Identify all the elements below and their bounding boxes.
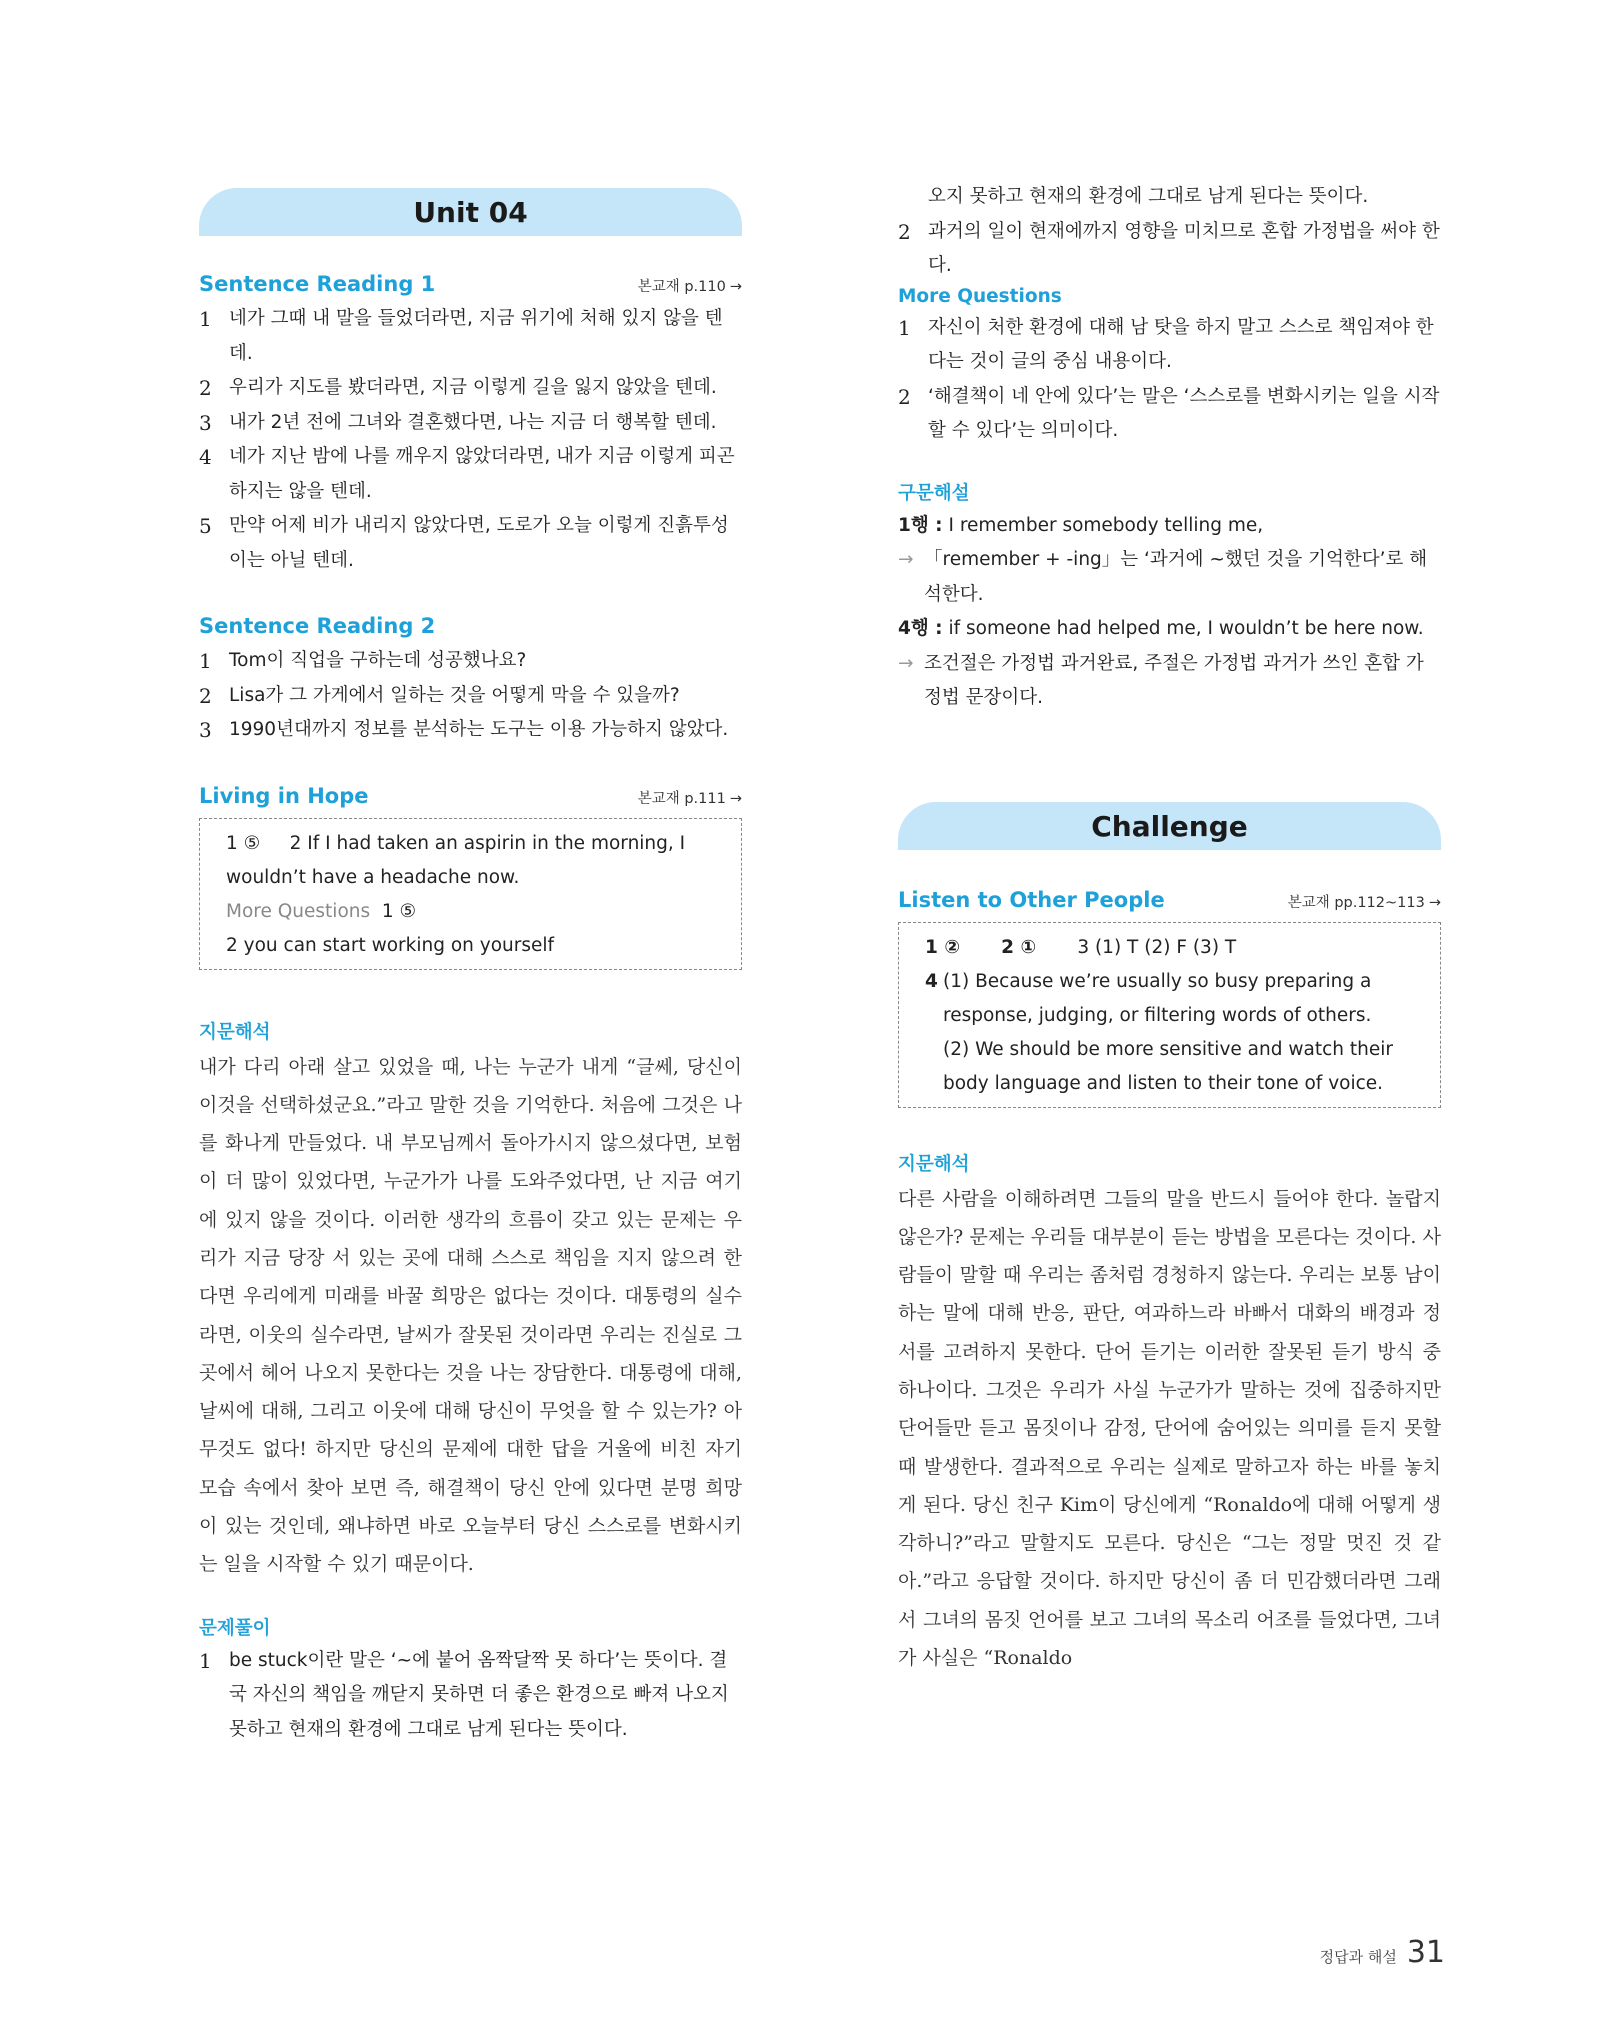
sentence-reading-1-list: [199, 302, 742, 578]
list-item: 1 Tom이 직업을 구하는데 성공했나요?: [199, 649, 527, 673]
unit-banner: Unit 04: [199, 188, 742, 236]
list-item: [898, 180, 1441, 215]
interpretation-text: 내가 다리 아래 살고 있었을 때, 나는 누군가 내게 “글쎄, 당신이 이것을 선택하셨군요.”라고 말한 것을 기억한다. 처음에 그것은 나를 화나게 만들었다. 내 부모님께서 돌아가시지 않으셨다면, 보험이 더 많이 있었다면, 누군가가 나를 도와주었다면, 난 지금 여기에 있지 않을 것이다. 이러한 생각의 흐름이 갖고 있는 문제는 우리가 지금 당장 서 있는 곳에 대해 스스로 책임을 지지 않으려 한다면 우리에게 미래를 바꿀 희망은 없다는 것이다. 대통령의 실수라면, 이웃의 실수라면, 날씨가 잘못된 것이라면 우리는 진실로 그곳에서 헤어 나오지 못한다는 것을 나는 장담한다. 대통령에 대해, 날씨에 대해, 그리고 이웃에 대해 당신이 무엇을 할 수 있는가? 아무것도 없다! 하지만 당신의 문제에 대한 답을 거울에 비친 자기 모습 속에서 찾아 보면 즉, 해결책이 당신 안에 있다면 분명 희망이 있는 것인데, 왜냐하면 바로 오늘부터 당신 스스로를 변화시키는 일을 시작할 수 있기 때문이다.: [199, 1055, 742, 1576]
answer-box: [199, 818, 742, 970]
structure-line: 1행 : I remember somebody telling me,: [898, 514, 1264, 536]
answer-line: 1 ⑤ 2 If I had taken an aspirin in the morning, I wouldn’t have a headache now.: [226, 832, 686, 888]
more-questions-title: More Questions: [898, 285, 1062, 307]
answer-box: [898, 922, 1441, 1108]
arrow-right-icon: →: [898, 549, 914, 570]
list-item: 5 만약 어제 비가 내리지 않았다면, 도로가 오늘 이렇게 진흙투성이는 아닐 텐데.: [199, 514, 729, 571]
structure-note: → 조건절은 가정법 과거완료, 주절은 가정법 과거가 쓰인 혼합 가정법 문장이다.: [898, 647, 1441, 716]
arrow-right-icon: →: [729, 279, 742, 295]
problem-solving-list: [199, 1644, 742, 1740]
footer-label: 정답과 해설: [1319, 1948, 1397, 1966]
page-reference: 본교재 p.110 →: [637, 279, 742, 295]
interpretation-section: [199, 1018, 742, 1584]
list-item: 4 네가 지난 밤에 나를 깨우지 않았더라면, 내가 지금 이렇게 피곤하지는 않을 텐데.: [199, 445, 735, 502]
interpretation-section: [898, 1150, 1441, 1678]
problem-solving-continued: [898, 180, 1441, 284]
section-title: Sentence Reading 1: [199, 272, 436, 296]
page-footer: [1320, 1935, 1445, 1970]
page-reference: 본교재 p.111 →: [637, 790, 742, 807]
left-column: [199, 188, 742, 1740]
arrow-right-icon: →: [1428, 894, 1441, 911]
section-title: 구문해설: [898, 482, 970, 504]
right-column: [898, 180, 1441, 1677]
interpretation-text: 다른 사람을 이해하려면 그들의 말을 반드시 들어야 한다. 놀랍지 않은가? 문제는 우리들 대부분이 듣는 방법을 모른다는 것이다. 사람들이 말할 때 우리는 좀처럼 경청하지 않는다. 우리는 보통 남이 하는 말에 대해 반응, 판단, 여과하느라 바빠서 대화의 배경과 정서를 고려하지 못한다. 단어 듣기는 이러한 잘못된 듣기 방식 중 하나이다. 그것은 우리가 사실 누군가가 말하는 것에 집중하지만 단어들만 듣고 몸짓이나 감정, 단어에 숨어있는 의미를 듣지 못할 때 발생한다. 결과적으로 우리는 실제로 말하고자 하는 바를 놓치게 된다. 당신 친구 Kim이 당신에게 “Ronaldo에 대해 어떻게 생각하니?”라고 말할지도 모른다. 당신은 “그는 정말 멋진 것 같아.”라고 응답할 것이다. 하지만 당신이 좀 더 민감했더라면 그래서 그녀의 몸짓 언어를 보고 그녀의 목소리 어조를 들었다면, 그녀가 사실은 “Ronaldo: [898, 1187, 1441, 1670]
list-item: 1 be stuck이란 말은 ‘~에 붙어 옴짝달짝 못 하다’는 뜻이다. 결국 자신의 책임을 깨닫지 못하면 더 좋은 환경으로 빠져 나오지 못하고 현재의 환경에 그대로 남게 된다는 뜻이다.: [199, 1648, 729, 1740]
sentence-reading-2-list: [199, 644, 742, 748]
structure-note: → 「remember + -ing」는 ‘과거에 ~했던 것을 기억한다’로 해석한다.: [898, 543, 1441, 612]
problem-solving-section: [199, 1614, 742, 1740]
section-title: Sentence Reading 2: [199, 614, 436, 638]
section-title: 지문해석: [199, 1021, 271, 1043]
list-item: 3 1990년대까지 정보를 분석하는 도구는 이용 가능하지 않았다.: [199, 718, 729, 742]
living-in-hope-header: [199, 784, 742, 808]
list-item: 2 과거의 일이 현재에까지 영향을 미치므로 혼합 가정법을 써야 한다.: [898, 219, 1440, 276]
list-item: 2 ‘해결책이 네 안에 있다’는 말은 ‘스스로를 변화시키는 일을 시작할 수 있다’는 의미이다.: [898, 384, 1440, 441]
more-questions-list: [898, 311, 1441, 449]
page-number: 31: [1406, 1935, 1445, 1970]
answer-line: 4 (1) Because we’re usually so busy preparing a response, judging, or filtering words of others.: [925, 970, 1372, 1026]
section-title: 지문해석: [898, 1153, 970, 1175]
list-item: 3 내가 2년 전에 그녀와 결혼했다면, 나는 지금 더 행복할 텐데.: [199, 410, 717, 435]
page-reference: 본교재 pp.112~113 →: [1287, 894, 1441, 911]
more-questions-line: More Questions 1 ⑤: [226, 900, 417, 922]
sentence-reading-2-header: [199, 614, 742, 638]
sentence-reading-1-header: [199, 272, 742, 296]
answer-line: 1 ② 2 ① 3 (1) T (2) F (3) T: [925, 936, 1237, 958]
section-title: Listen to Other People: [898, 887, 1165, 912]
listen-header: [898, 888, 1441, 912]
challenge-banner: Challenge: [898, 802, 1441, 850]
section-title: Living in Hope: [199, 783, 369, 808]
list-item: 2 우리가 지도를 봤더라면, 지금 이렇게 길을 잃지 않았을 텐데.: [199, 376, 717, 400]
structure-section: [898, 479, 1441, 716]
list-item: 2 Lisa가 그 가게에서 일하는 것을 어떻게 막을 수 있을까?: [199, 683, 680, 708]
arrow-right-icon: →: [898, 652, 914, 674]
continued-text: 오지 못하고 현재의 환경에 그대로 남게 된다는 뜻이다.: [928, 186, 1369, 207]
structure-line: 4행 : if someone had helped me, I wouldn’t be here now.: [898, 618, 1424, 639]
answer-line: 2 you can start working on yourself: [226, 934, 555, 956]
list-item: 1 자신이 처한 환경에 대해 남 탓을 하지 말고 스스로 책임져야 한다는 것이 글의 중심 내용이다.: [898, 315, 1434, 372]
section-title: 문제풀이: [199, 1617, 271, 1639]
arrow-right-icon: →: [729, 790, 742, 807]
answer-line: (2) We should be more sensitive and watch their body language and listen to their tone of voice.: [943, 1038, 1393, 1094]
list-item: 1 네가 그때 내 말을 들었더라면, 지금 위기에 처해 있지 않을 텐데.: [199, 307, 723, 364]
